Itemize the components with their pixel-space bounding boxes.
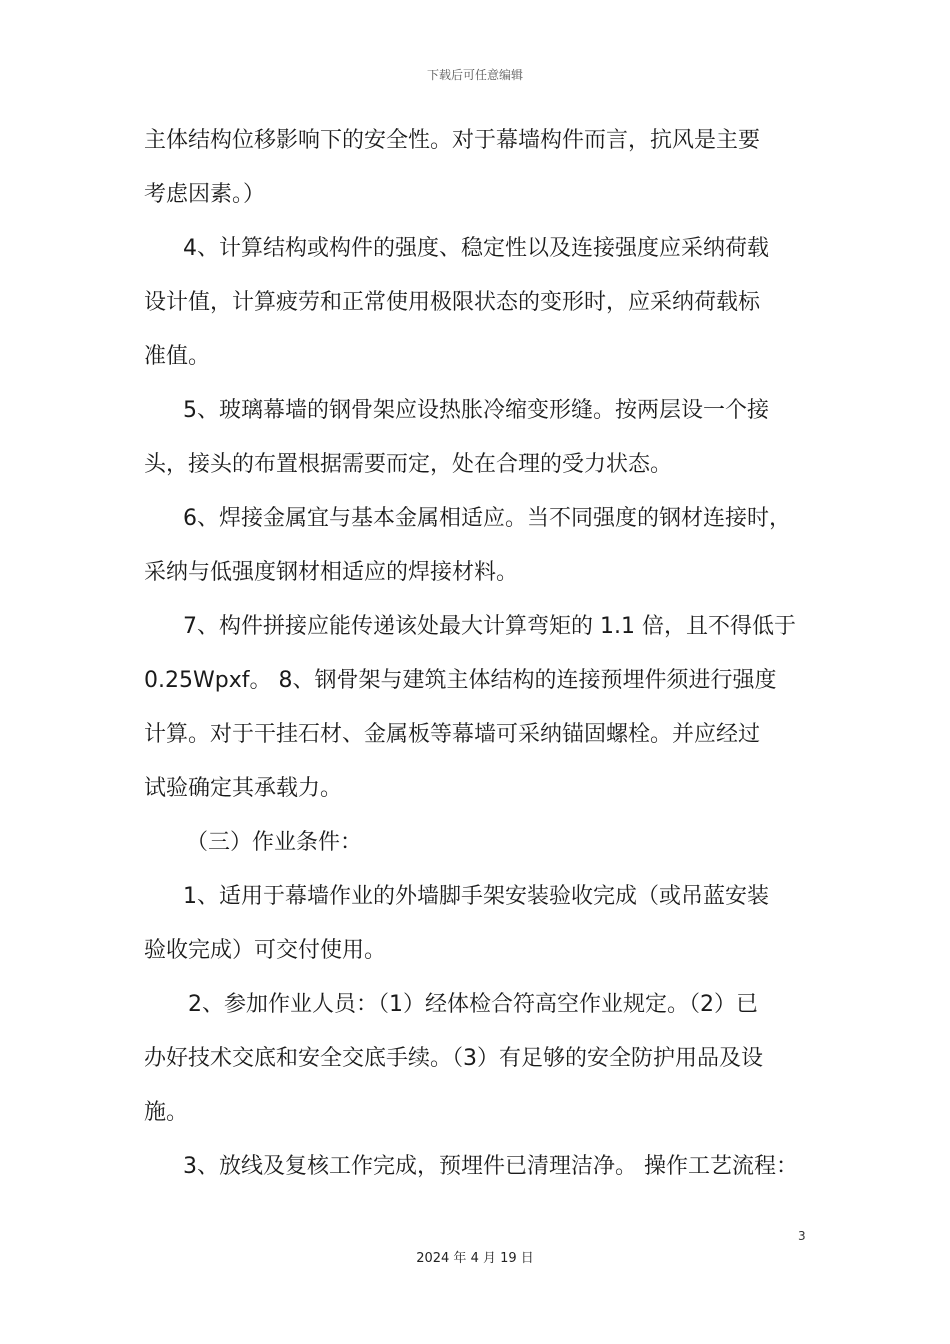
page-header: 下载后可任意编辑 — [426, 68, 523, 82]
text-line: 考虑因素。） — [144, 182, 266, 207]
text-line: 0.25Wpxf。 8、钢骨架与建筑主体结构的连接预埋件须进行强度 — [144, 668, 777, 693]
footer-date: 2024 年 4 月 19 日 — [416, 1251, 534, 1266]
text-line: 2、参加作业人员：（1）经体检合符高空作业规定。（2）已 — [188, 992, 758, 1017]
text-line: 6、焊接金属宜与基本金属相适应。当不同强度的钢材连接时， — [183, 506, 791, 531]
text-line: 办好技术交底和安全交底手续。（3）有足够的安全防护用品及设 — [144, 1046, 763, 1071]
text-line: 准值。 — [144, 344, 211, 369]
text-line: 试验确定其承载力。 — [144, 776, 343, 801]
text-line: 1、适用于幕墙作业的外墙脚手架安装验收完成（或吊蓝安装 — [183, 884, 769, 909]
text-line: 采纳与低强度钢材相适应的焊接材料。 — [144, 560, 519, 585]
text-line: 验收完成）可交付使用。 — [144, 938, 387, 963]
text-line: 计算。对于干挂石材、金属板等幕墙可采纳锚固螺栓。并应经过 — [144, 722, 761, 747]
text-line: 5、玻璃幕墙的钢骨架应设热胀冷缩变形缝。按两层设一个接 — [183, 398, 769, 423]
text-line: 3、放线及复核工作完成，预埋件已清理洁净。 操作工艺流程： — [183, 1154, 798, 1179]
text-line: 设计值，计算疲劳和正常使用极限状态的变形时，应采纳荷载标 — [144, 290, 761, 315]
text-line: 4、计算结构或构件的强度、稳定性以及连接强度应采纳荷载 — [183, 236, 769, 261]
text-line: 头，接头的布置根据需要而定，处在合理的受力状态。 — [144, 452, 673, 477]
page-number: 3 — [798, 1229, 806, 1243]
text-line: 施。 — [144, 1100, 189, 1125]
text-line: 7、构件拼接应能传递该处最大计算弯矩的 1.1 倍，且不得低于 — [183, 614, 796, 639]
text-line: 主体结构位移影响下的安全性。对于幕墙构件而言，抗风是主要 — [144, 128, 761, 153]
section-heading: （三）作业条件： — [186, 830, 363, 855]
